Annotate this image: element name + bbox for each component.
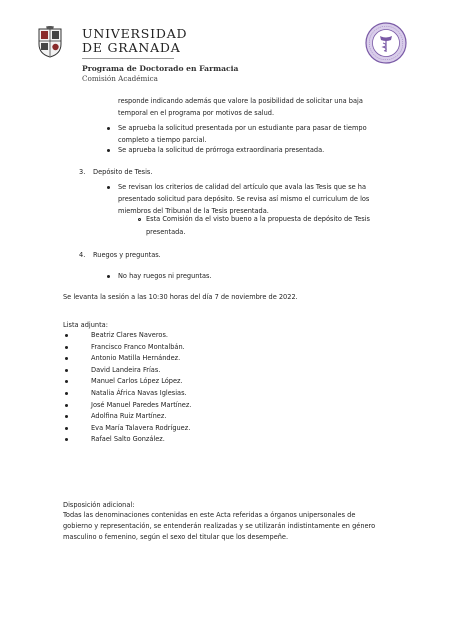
attendee-name: Francisco Franco Montalbán. — [91, 342, 185, 351]
attendee-name: Rafael Salto González. — [91, 435, 165, 444]
bullet-text: presentado solicitud para depósito. Se revisa así mismo el curriculum de los — [118, 195, 370, 203]
additional-text-line: gobierno y representación, se entenderán realizadas y se utilizarán indistintamente en género — [63, 522, 376, 530]
sub-bullet-text: presentada. — [146, 228, 186, 236]
program-title: Programa de Doctorado en Farmacia — [82, 64, 239, 73]
university-name — [82, 27, 187, 55]
additional-text-line: masculino o femenino, según el sexo del titular que los desempeñe. — [63, 533, 289, 541]
attendee-bullet-dot — [65, 346, 68, 349]
attendee-bullet-dot — [65, 357, 68, 360]
commission-title: Comisión Académica — [82, 74, 158, 83]
attendee-name: Adolfina Ruiz Martínez. — [91, 412, 167, 421]
bullet-dot — [107, 127, 110, 130]
attendee-name: Natalia África Navas Iglesias. — [91, 389, 187, 397]
university-name-line2: DE GRANADA — [82, 40, 181, 55]
attendee-bullet-dot — [65, 334, 68, 337]
attendee-name: David Landeira Frías. — [91, 365, 161, 374]
attendee-bullet-dot — [65, 369, 68, 372]
closing-statement: Se levanta la sesión a las 10:30 horas del día 7 de noviembre de 2022. — [63, 293, 298, 301]
attendee-bullet-dot — [65, 415, 68, 418]
bullet-text: No hay ruegos ni preguntas. — [118, 272, 212, 280]
attendee-name: José Manuel Paredes Martínez. — [91, 400, 192, 409]
bullet-text: Se aprueba la solicitud de prórroga extraordinaria presentada. — [118, 146, 325, 154]
bullet-text: miembros del Tribunal de la Tesis presentada. — [118, 207, 269, 215]
header-divider — [82, 58, 174, 59]
attendees-label: Lista adjunta: — [63, 321, 108, 329]
item-title: Depósito de Tesis. — [93, 168, 153, 176]
item-number: 3. — [79, 168, 86, 176]
university-name-line1: UNIVERSIDAD — [82, 26, 188, 41]
attendee-bullet-dot — [65, 392, 68, 395]
additional-heading: Disposición adicional: — [63, 501, 135, 509]
attendee-name: Antonio Matilla Hernández. — [91, 354, 181, 363]
bullet-text: Se aprueba la solicitud presentada por un estudiante para pasar de tiempo — [118, 124, 367, 132]
item-number: 4. — [79, 251, 86, 259]
attendee-bullet-dot — [65, 380, 68, 383]
attendee-bullet-dot — [65, 438, 68, 441]
attendee-name: Manuel Carlos López López. — [91, 377, 183, 386]
continuation-line: temporal en el programa por motivos de salud. — [118, 109, 275, 117]
bullet-text: completo a tiempo parcial. — [118, 136, 207, 144]
bullet-dot — [107, 275, 110, 278]
bullet-text: Se revisan los criterios de calidad del artículo que avala las Tesis que se ha — [118, 183, 367, 191]
bullet-dot — [107, 149, 110, 152]
continuation-line: responde indicando además que valore la posibilidad de solicitar una baja — [118, 97, 363, 105]
pharmacy-seal-logo — [365, 22, 407, 64]
university-crest-logo — [36, 26, 64, 58]
attendee-bullet-dot — [65, 404, 68, 407]
attendee-bullet-dot — [65, 427, 68, 430]
sub-bullet-text: Esta Comisión da el visto bueno a la propuesta de depósito de Tesis — [146, 215, 370, 223]
attendee-name: Beatriz Clares Naveros. — [91, 331, 168, 339]
attendee-name: Eva María Talavera Rodríguez. — [91, 423, 191, 432]
additional-text-line: Todas las denominaciones contenidas en este Acta referidas a órganos unipersonales de — [63, 511, 356, 519]
item-title: Ruegos y preguntas. — [93, 251, 161, 259]
sub-bullet-circle — [138, 218, 141, 221]
bullet-dot — [107, 186, 110, 189]
